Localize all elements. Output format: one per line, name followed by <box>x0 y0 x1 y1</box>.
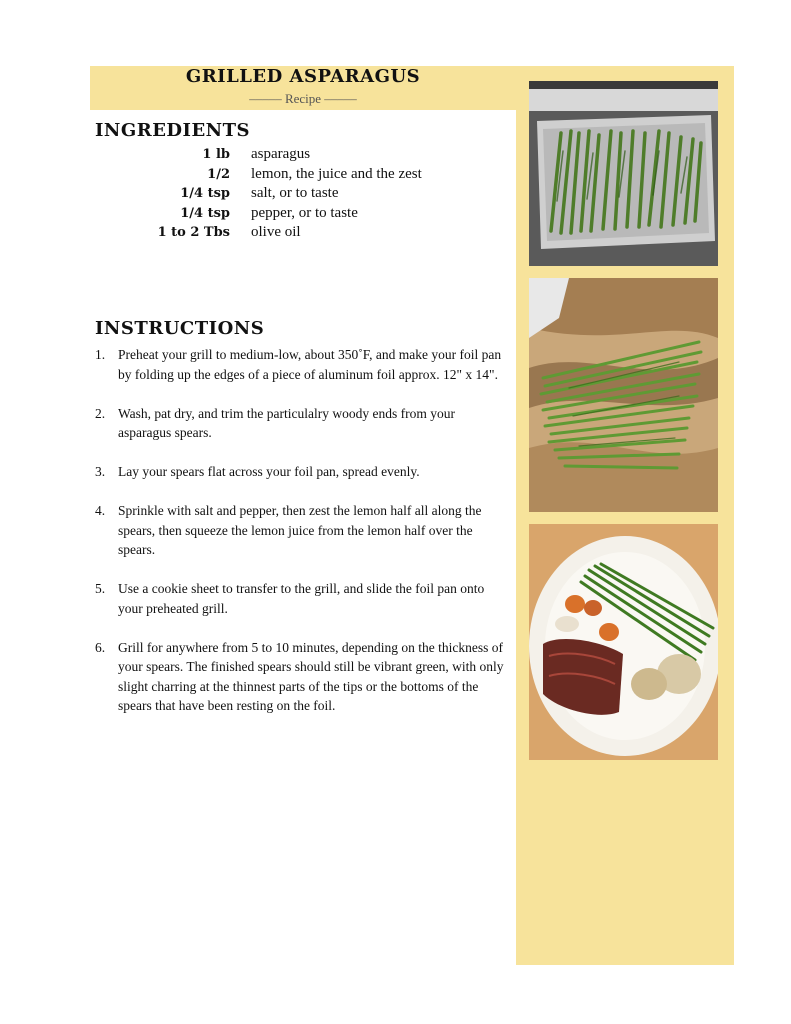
ingredient-quantity: 1 lb <box>202 147 230 163</box>
recipe-title: GRILLED ASPARAGUS <box>185 66 421 87</box>
recipe-subtitle: ––––– Recipe ––––– <box>249 91 357 106</box>
ingredients-list <box>95 145 422 243</box>
step-number: 5. <box>95 581 106 596</box>
instruction-step <box>95 638 507 716</box>
asparagus-on-foil-photo <box>529 81 718 266</box>
ingredients-heading: INGREDIENTS <box>95 120 251 141</box>
step-number: 6. <box>95 639 106 655</box>
ingredient-row <box>95 145 422 165</box>
step-number: 2. <box>95 405 106 421</box>
ingredient-quantity: 1/4 tsp <box>180 186 230 202</box>
ingredient-name: pepper, or to taste <box>251 204 358 221</box>
asparagus-on-board-photo <box>529 278 718 512</box>
step-text: Lay your spears flat across your foil pan, spread evenly. <box>118 464 420 479</box>
ingredient-row <box>95 204 422 224</box>
instruction-step <box>95 345 507 384</box>
instructions-heading: INSTRUCTIONS <box>95 318 265 339</box>
ingredient-name: olive oil <box>251 224 301 241</box>
step-number: 3. <box>95 464 106 479</box>
ingredient-name: lemon, the juice and the zest <box>251 165 422 182</box>
step-number: 1. <box>95 347 106 362</box>
instructions-list <box>95 345 507 735</box>
instruction-step <box>95 462 507 482</box>
instruction-step <box>95 579 507 618</box>
step-text: Wash, pat dry, and trim the particulalry woody ends from your asparagus spears. <box>118 405 455 440</box>
step-text: Use a cookie sheet to transfer to the grill, and slide the foil pan onto your preheated grill. <box>118 581 485 616</box>
ingredient-row <box>95 223 422 243</box>
ingredient-quantity: 1/4 tsp <box>180 205 230 221</box>
step-text: Preheat your grill to medium-low, about 350˚F, and make your foil pan by folding up the edges of a piece of aluminum foil approx. 12" x 14". <box>118 347 502 382</box>
ingredient-row <box>95 165 422 185</box>
plated-meal-photo <box>529 524 718 760</box>
ingredient-quantity: 1 to 2 Tbs <box>157 225 230 241</box>
step-text: Sprinkle with salt and pepper, then zest the lemon half all along the spears, then squeeze the lemon juice from the lemon half over the spears. <box>118 503 482 557</box>
step-text: Grill for anywhere from 5 to 10 minutes, depending on the thickness of your spears. The finished spears should still be vibrant green, with only slight charring at the thinnest parts of the tips or the bottoms of the spears that have been resting on the foil. <box>118 639 504 713</box>
step-number: 4. <box>95 503 106 518</box>
instruction-step <box>95 404 507 443</box>
instruction-step <box>95 501 507 560</box>
ingredient-name: asparagus <box>251 146 311 163</box>
ingredient-quantity: 1/2 <box>207 166 230 182</box>
ingredient-name: salt, or to taste <box>251 185 339 202</box>
ingredient-row <box>95 184 422 204</box>
